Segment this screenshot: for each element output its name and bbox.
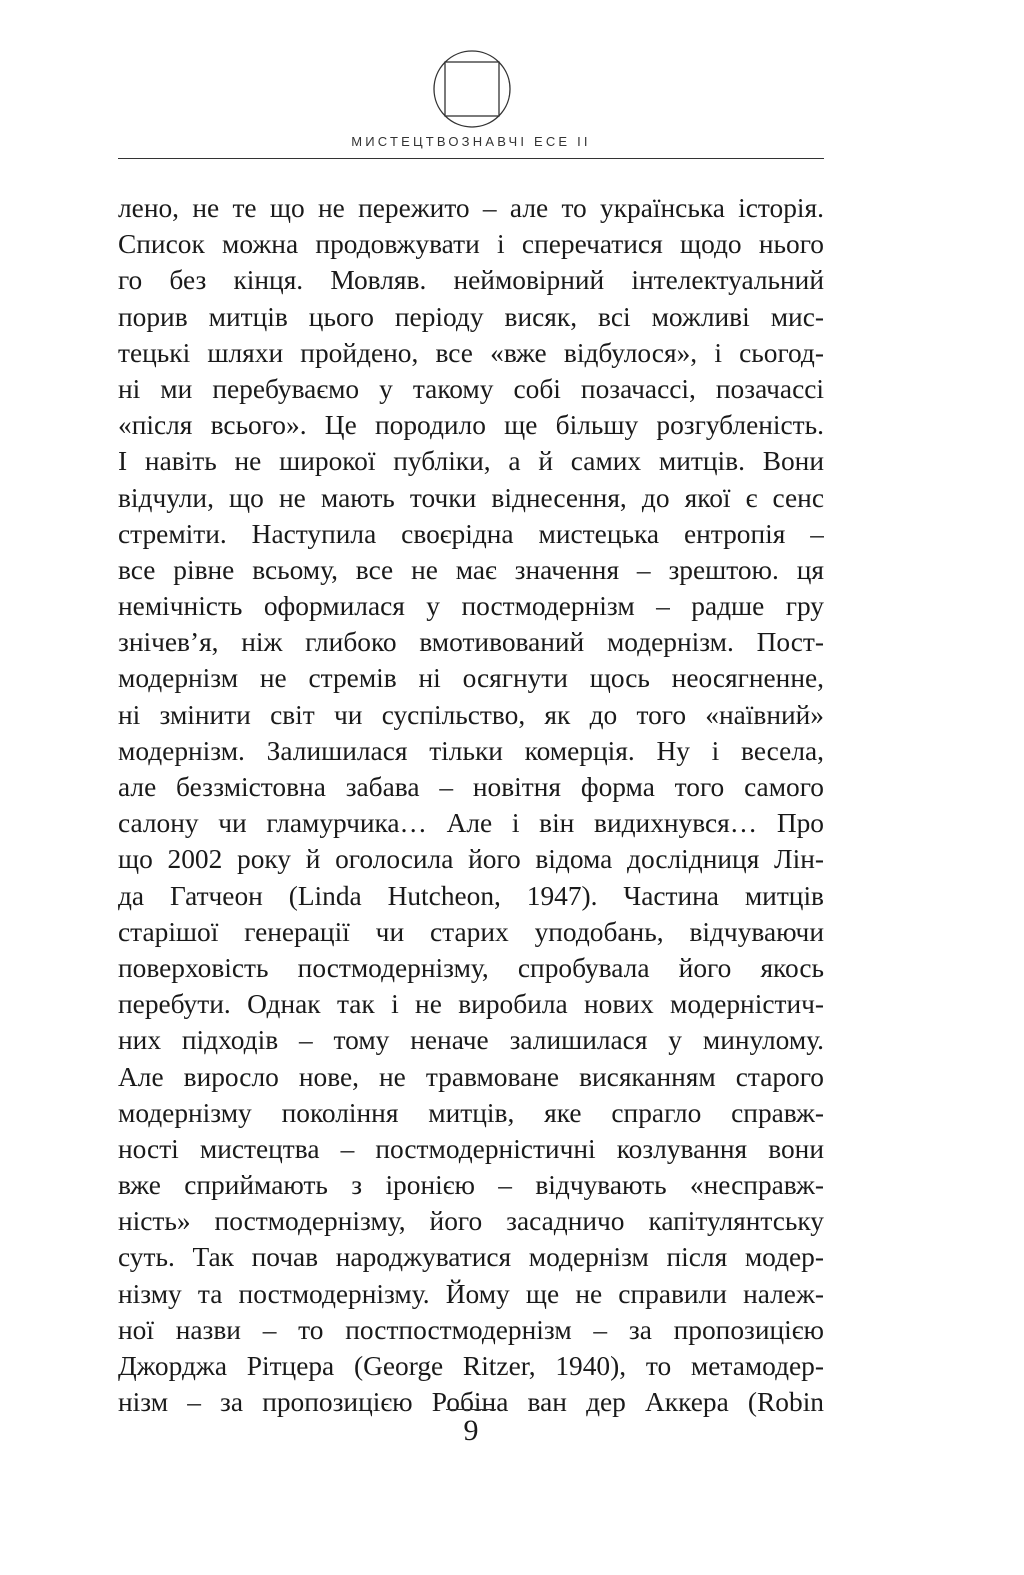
text-line: лено, не те що не пережито – але то українська історія. (118, 193, 824, 223)
text-line: модернізму покоління митців, яке спрагло справж- (118, 1097, 824, 1128)
text-line: нізм – за пропозицією Робіна ван дер Аккера (Robin (118, 1387, 824, 1418)
text-line: І навіть не широкої публіки, а й самих митців. Вони (118, 446, 824, 477)
text-line: салону чи гламурчика… Але і він видихнувся… Про (118, 808, 824, 839)
text-line: порив митців цього періоду висяк, всі можливі мис- (118, 301, 824, 332)
text-line: стреміти. Наступила своєрідна мистецька ентропія – (118, 518, 824, 549)
text-line: модернізм. Залишилася тільки комерція. Ну і весела, (118, 735, 824, 766)
text-line: відчули, що не мають точки віднесення, до якої є сенс (118, 482, 824, 513)
text-line: поверховість постмодернізму, спробувала його якось (118, 952, 824, 983)
text-line: перебути. Однак так і не виробила нових модерністич- (118, 989, 824, 1020)
text-line: го без кінця. Мовляв. неймовірний інтелектуальний (118, 265, 824, 296)
text-line: ні змінити світ чи суспільство, як до того «наївний» (118, 699, 824, 730)
text-line: ності мистецтва – постмодерністичні козлування вони (118, 1133, 824, 1164)
text-line: Джорджа Рітцера (George Ritzer, 1940), то метамодер- (118, 1351, 824, 1381)
text-line: да Гатчеон (Linda Hutcheon, 1947). Частина митців (118, 880, 824, 911)
text-line: ність» постмодернізму, його засадничо капітулянтську (118, 1206, 824, 1237)
text-line: що 2002 року й оголосила його відома дослідниця Лін- (118, 844, 824, 875)
body-text (118, 190, 824, 1420)
text-line: вже сприймають з іронією – відчувають «несправж- (118, 1170, 824, 1201)
text-line: старішої генерації чи старих уподобань, відчуваючи (118, 916, 824, 947)
text-line: ні ми перебуваємо у такому собі позачассі, позачассі (118, 373, 824, 404)
text-line: суть. Так почав народжуватися модернізм після модер- (118, 1242, 824, 1273)
text-line: модернізм не стремів ні осягнути щось неосягненне, (118, 663, 824, 694)
text-line: немічність оформилася у постмодернізм – радше гру (118, 591, 824, 622)
text-line: Але виросло нове, не травмоване висяканням старого (118, 1061, 824, 1092)
header-rule (118, 158, 824, 159)
text-line: Список можна продовжувати і сперечатися щодо нього (118, 229, 824, 260)
folio-rule (446, 1409, 496, 1410)
text-line: але беззмістовна забава – новітня форма того самого (118, 772, 824, 802)
text-line: ної назви – то постпостмодернізм – за пропозицією (118, 1314, 824, 1345)
text-line: знічев’я, ніж глибоко вмотивований модернізм. Пост- (118, 627, 824, 658)
text-line: нізму та постмодернізму. Йому ще не справили належ- (118, 1278, 824, 1309)
circle-square-emblem-icon (431, 48, 513, 130)
text-line: все рівне всьому, все не має значення – зрештою. ця (118, 554, 824, 585)
text-line: тецькі шляхи пройдено, все «вже відбулося», і сьогод- (118, 337, 824, 368)
page-number: 9 (463, 1414, 479, 1447)
text-line: «після всього». Це породило ще більшу розгубленість. (118, 410, 824, 441)
text-line: них підходів – тому неначе залишилася у минулому. (118, 1025, 824, 1056)
running-head: МИСТЕЦТВОЗНАВЧІ ЕСЕ II (351, 134, 591, 149)
